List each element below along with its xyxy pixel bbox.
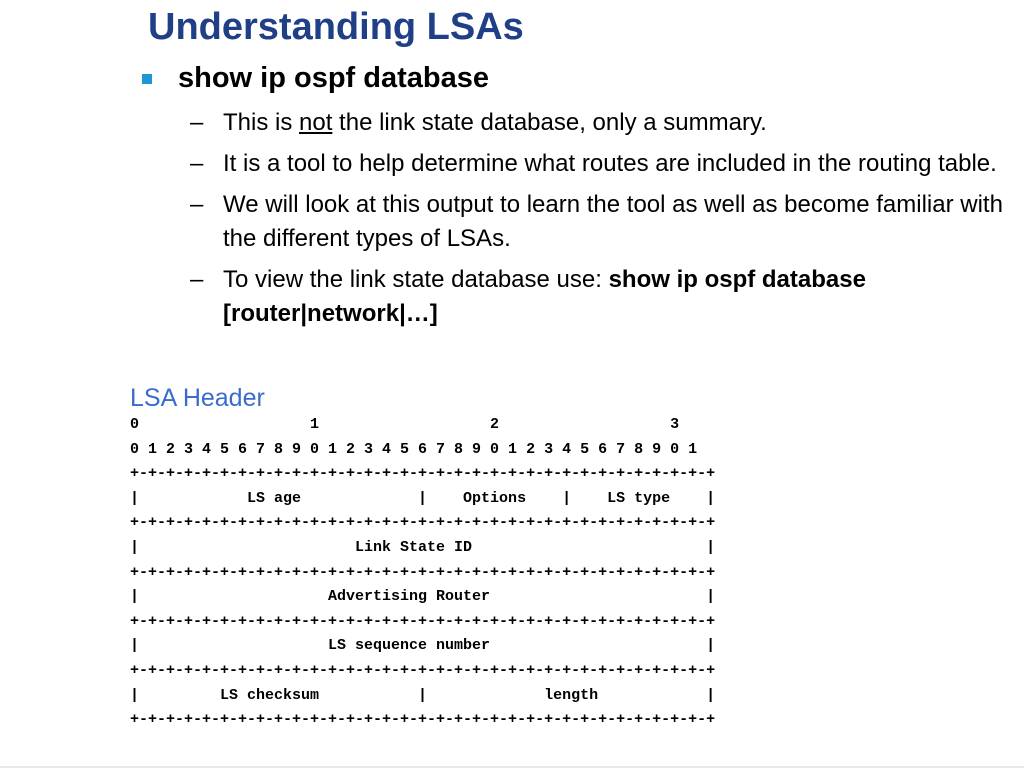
diagram-line: | Link State ID |	[130, 538, 716, 556]
dash-bullet-icon: –	[190, 150, 204, 177]
diagram-line: +-+-+-+-+-+-+-+-+-+-+-+-+-+-+-+-+-+-+-+-+-+-+-+-+-+-+-+-+-+-+-+-+	[130, 514, 716, 532]
sub-bullet-text-post: the link state database, only a summary.	[332, 109, 767, 136]
sub-bullet-text-pre: To view the link state database use:	[223, 266, 609, 293]
dash-bullet-icon: –	[190, 266, 204, 293]
dash-bullet-icon: –	[190, 191, 204, 218]
diagram-line: +-+-+-+-+-+-+-+-+-+-+-+-+-+-+-+-+-+-+-+-+-+-+-+-+-+-+-+-+-+-+-+-+	[130, 711, 716, 729]
main-bullet-text: show ip ospf database	[178, 62, 489, 94]
slide-title: Understanding LSAs	[148, 6, 524, 48]
diagram-line: 0 1 2 3 4 5 6 7 8 9 0 1 2 3 4 5 6 7 8 9 0 1 2 3 4 5 6 7 8 9 0 1	[130, 440, 698, 458]
sub-bullet-item	[190, 147, 1020, 181]
sub-bullet-text-pre: This is	[223, 109, 300, 136]
sub-bullet-text: We will look at this output to learn the tool as well as become familiar with the different types of LSAs.	[223, 191, 1003, 252]
dash-bullet-icon: –	[190, 109, 204, 136]
diagram-line: +-+-+-+-+-+-+-+-+-+-+-+-+-+-+-+-+-+-+-+-+-+-+-+-+-+-+-+-+-+-+-+-+	[130, 465, 716, 483]
diagram-line: | LS sequence number |	[130, 637, 716, 655]
sub-bullet-item	[190, 263, 1020, 331]
diagram-line: | LS age | Options | LS type |	[130, 489, 716, 507]
diagram-line: +-+-+-+-+-+-+-+-+-+-+-+-+-+-+-+-+-+-+-+-+-+-+-+-+-+-+-+-+-+-+-+-+	[130, 661, 716, 679]
square-bullet-icon	[142, 74, 152, 84]
sub-bullet-list	[190, 106, 1020, 338]
sub-bullet-item	[190, 188, 1020, 256]
diagram-line: | Advertising Router |	[130, 588, 716, 606]
sub-bullet-item	[190, 106, 1020, 140]
lsa-header-label: LSA Header	[130, 384, 265, 412]
sub-bullet-text: It is a tool to help determine what routes are included in the routing table.	[223, 150, 997, 177]
lsa-header-diagram	[130, 413, 715, 733]
command-text: show ip ospf database [router|network|…]	[223, 266, 866, 327]
diagram-line: | LS checksum | length |	[130, 686, 716, 704]
diagram-line: +-+-+-+-+-+-+-+-+-+-+-+-+-+-+-+-+-+-+-+-+-+-+-+-+-+-+-+-+-+-+-+-+	[130, 612, 716, 630]
diagram-line: 0 1 2 3	[130, 416, 680, 433]
sub-bullet-text-underlined: not	[299, 109, 333, 136]
diagram-line: +-+-+-+-+-+-+-+-+-+-+-+-+-+-+-+-+-+-+-+-+-+-+-+-+-+-+-+-+-+-+-+-+	[130, 563, 716, 581]
